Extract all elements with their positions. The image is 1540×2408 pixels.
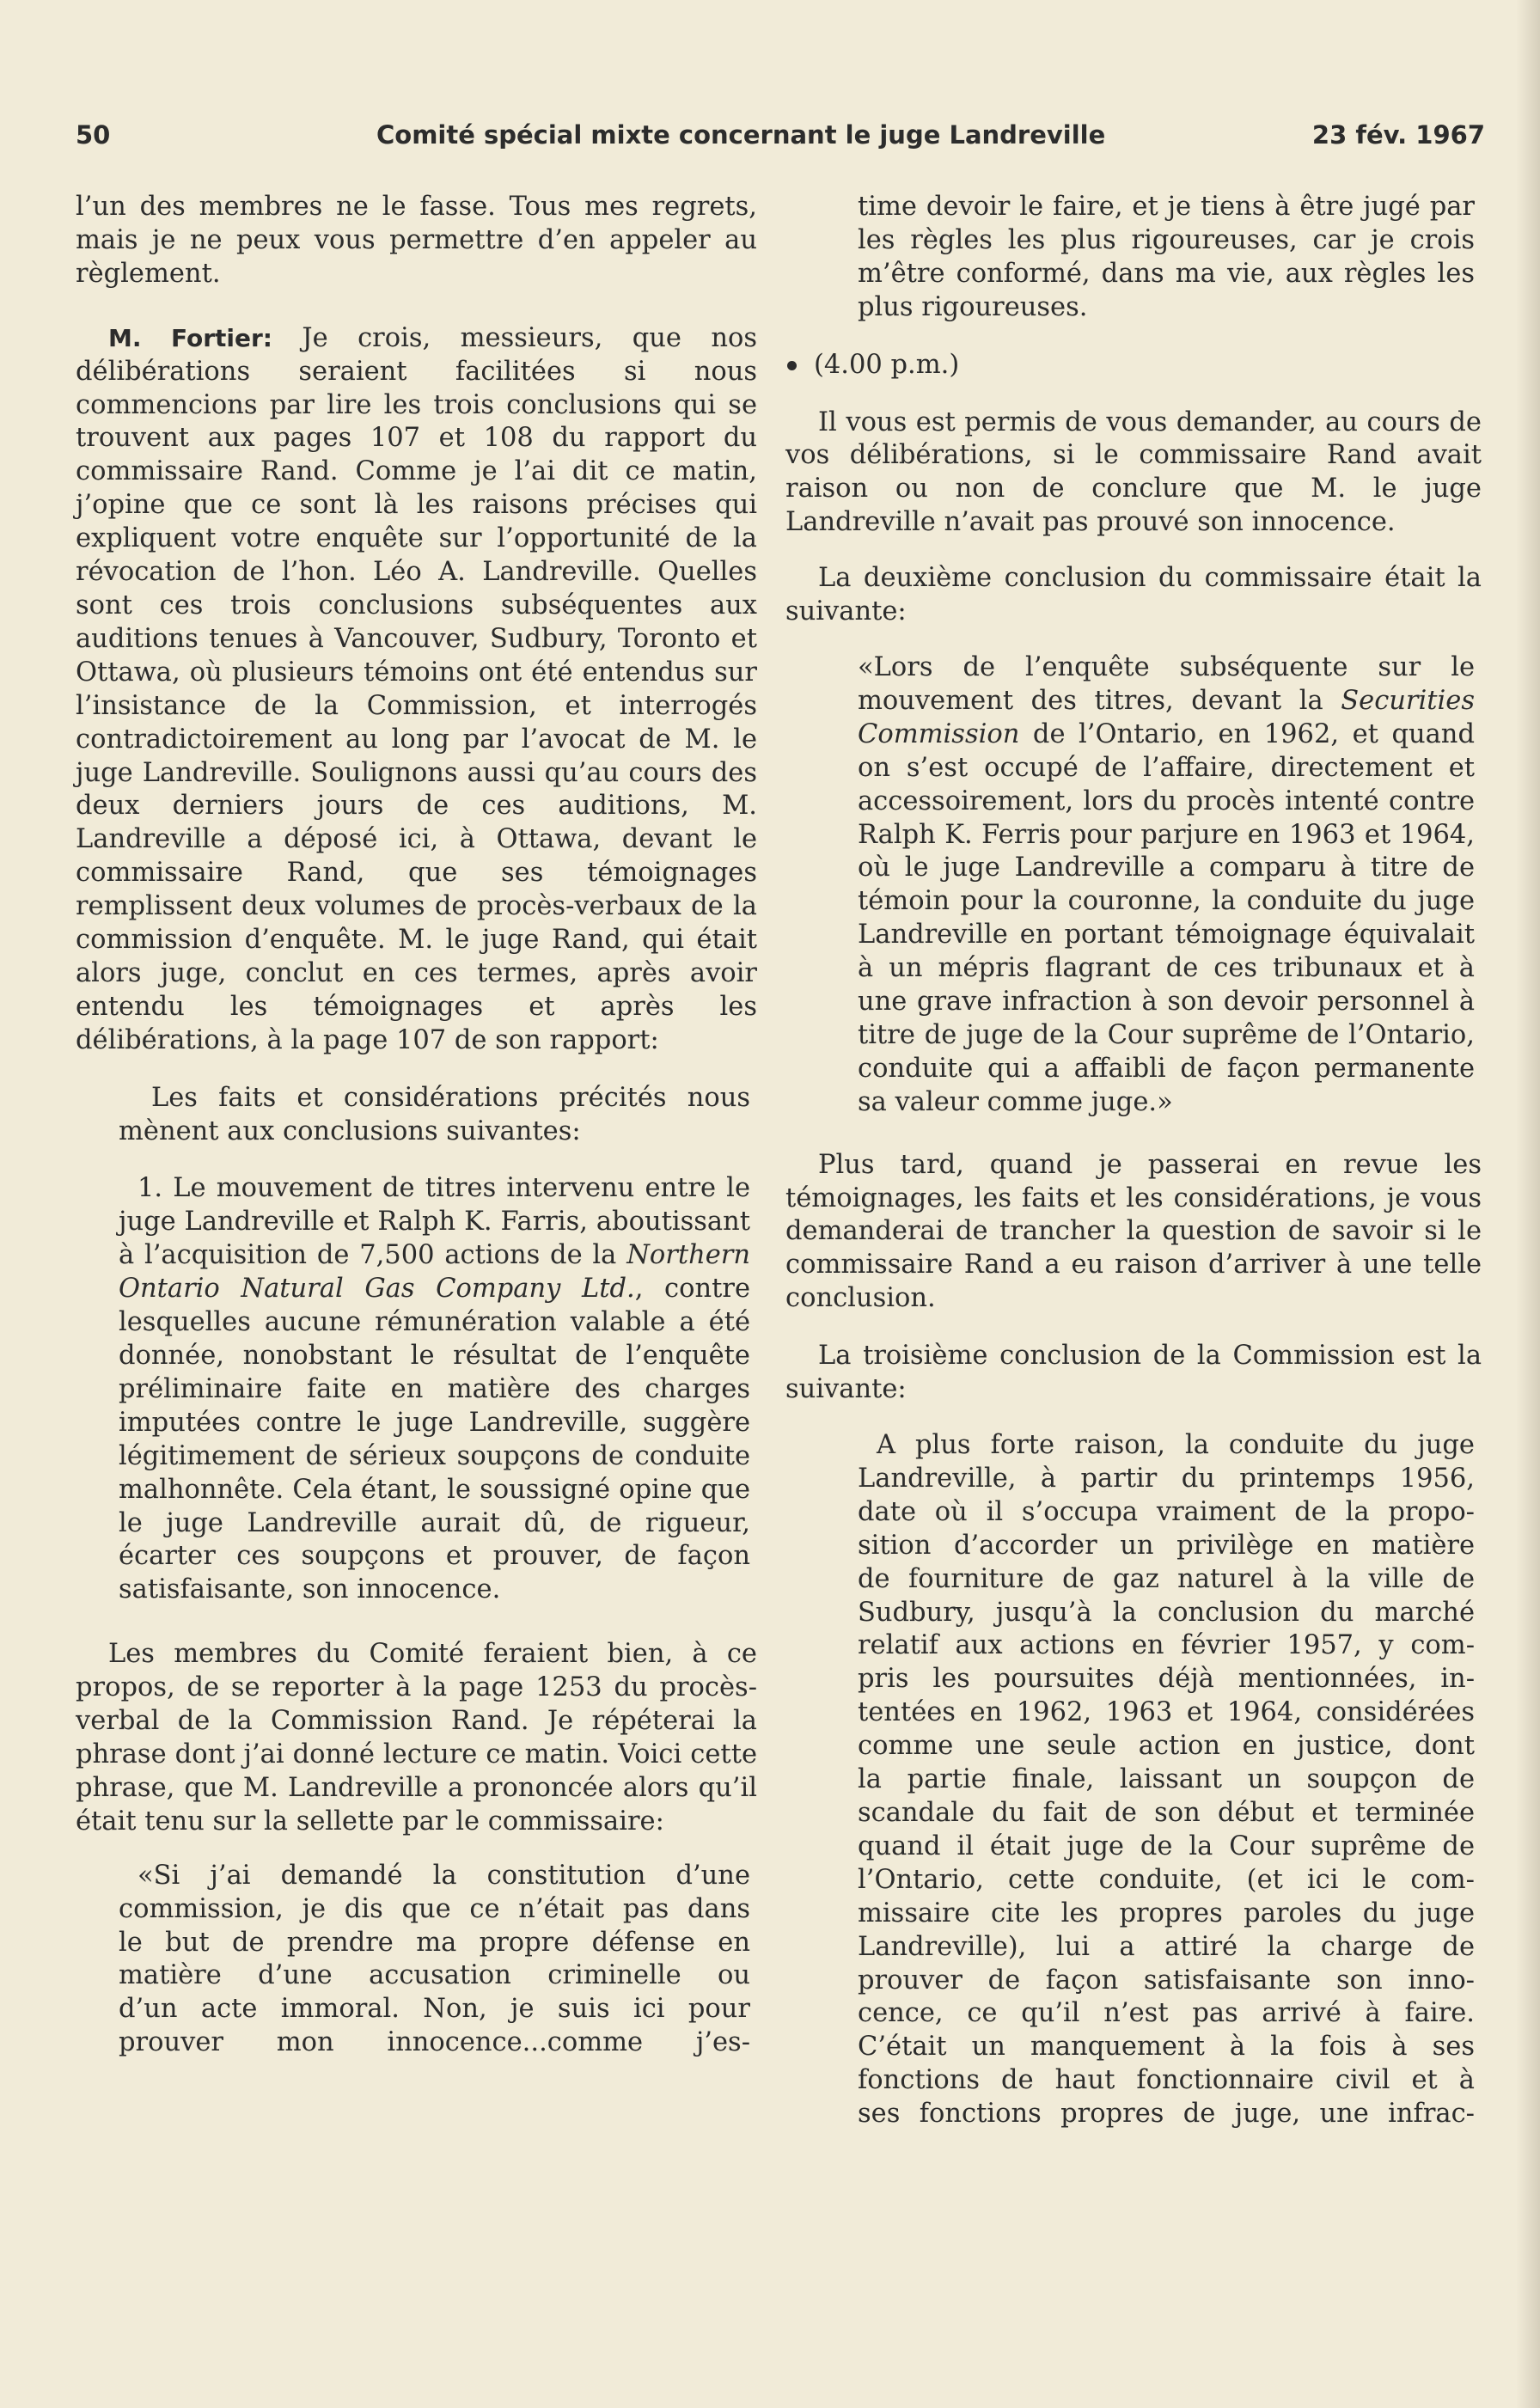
page-edge-shadow (1516, 0, 1540, 2408)
quote-line: l’Ontario, cette conduite, (et ici le com- (858, 1864, 1475, 1895)
quote-line: Sudbury, jusqu’à la conclusion du marché (858, 1597, 1475, 1628)
quote-line: sition d’accorder un privilège en matière (858, 1530, 1475, 1561)
bullet-icon (787, 361, 797, 370)
time-text: (4.00 p.m.) (814, 349, 960, 380)
quoted-conclusion-2 (858, 651, 1475, 1120)
paragraph: Plus tard, quand je passerai en revue les témoignages, les faits et les considérations, je vous demanderai de trancher la question de savoir si le commissaire Rand a eu raison d’arriver à une telle conclusion. (785, 1149, 1482, 1314)
quote-line: quand il était juge de la Cour suprême de (858, 1830, 1475, 1861)
quote-line: Landreville), lui a attiré la charge de (858, 1931, 1475, 1962)
quoted-testimony (119, 1860, 750, 2060)
quote-line: commission, je dis que ce n’était pas dans (119, 1893, 750, 1924)
right-column (785, 191, 1482, 2131)
quote-text: «Lors de l’enquête subséquente sur le mouvement des titres, devant la (858, 651, 1475, 716)
quote-line: relatif aux actions en février 1957, y com- (858, 1630, 1475, 1661)
quote-text: 1. Le mouvement de titres intervenu entre le juge Landreville et Ralph K. Farris, aboutissant à l’acquisition de 7,500 actions de la (119, 1173, 750, 1271)
quoted-intro: Les faits et considérations précités nous mènent aux conclusions suivantes: (119, 1082, 750, 1146)
quote-line: tentées en 1962, 1963 et 1964, considérées (858, 1697, 1475, 1728)
paragraph: La deuxième conclusion du commissaire était la suivante: (785, 563, 1482, 627)
quote-line: A plus forte raison, la conduite du juge (877, 1430, 1475, 1460)
paragraph: La troisième conclusion de la Commission est la suivante: (785, 1341, 1482, 1405)
company-name: Northern Ontario Natural Gas Company Ltd. (119, 1240, 750, 1305)
speech-text: Je crois, messieurs, que nos délibérations seraient facilitées si nous commencions par lire les trois conclusions qui se trouvent aux pages 107 et 108 du rapport du commissaire Rand. Comme je l’ai dit ce matin, j’opine que ce sont là les raisons précises qui expliquent votre enquête sur l’opportunité de la révocation de l’hon. Léo A. Landreville. Quelles sont ces trois conclusions subséquentes aux auditions tenues à Vancouver, Sudbury, Toronto et Ottawa, où plusieurs témoins ont été entendus sur l’insistance de la Commission, et interrogés contradictoirement au long par l’avocat de M. le juge Landreville. Soulignons aussi qu’au cours des deux derniers jours de ces auditions, M. Landreville a déposé ici, à Ottawa, devant le commissaire Rand, que ses témoignages remplissent deux volumes de procès-verbaux de la commission d’enquête. M. le juge Rand, qui était alors juge, conclut en ces termes, après avoir entendu les témoignages et après les délibérations, à la page 107 de son rapport: (76, 322, 757, 1055)
paragraph: l’un des membres ne le fasse. Tous mes regrets, mais je ne peux vous permettre d’en appeler au règlement. (76, 192, 757, 289)
running-header (76, 120, 1485, 172)
quote-line: scandale du fait de son début et terminée (858, 1797, 1475, 1828)
quote-line: C’était un manquement à la fois à ses (858, 2032, 1475, 2063)
paragraph-fortier (76, 322, 757, 1058)
header-date: 23 fév. 1967 (1311, 120, 1485, 150)
quoted-conclusion-3 (858, 1429, 1475, 2131)
quote-line: fonctions de haut fonctionnaire civil et à (858, 2065, 1475, 2096)
quoted-testimony-continued: time devoir le faire, et je tiens à être jugé par les règles les plus rigoureuses, car je crois m’être conformé, dans ma vie, aux règles les plus rigoureuses. (858, 192, 1475, 322)
paragraph: Les membres du Comité feraient bien, à ce propos, de se reporter à la page 1253 du procès-verbal de la Commission Rand. Je répéterai la phrase dont j’ai donné lecture ce matin. Voici cette phrase, que M. Landreville a prononcée alors qu’il était tenu sur la sellette par le commissaire: (76, 1639, 757, 1837)
quote-line: prouver de façon satisfaisante son inno- (858, 1965, 1475, 1995)
quote-line: d’un acte immoral. Non, je suis ici pour (119, 1994, 750, 2025)
quote-line: missaire cite les propres paroles du juge (858, 1898, 1475, 1928)
quote-line: Landreville, à partir du printemps 1956, (858, 1463, 1475, 1494)
commission-name: Securities Commission (858, 685, 1475, 749)
quote-line: prouver mon innocence...comme j’es- (119, 2027, 750, 2058)
quote-line: comme une seule action en justice, dont (858, 1731, 1475, 1762)
quote-line: matière d’une accusation criminelle ou (119, 1960, 750, 1991)
running-title: Comité spécial mixte concernant le juge Landreville (376, 120, 1106, 150)
quote-text: , contre lesquelles aucune rémunération valable a été donnée, nonobstant le résultat de l’enquête préliminaire faite en matière des charges imputées contre le juge Landreville, suggère légitimement de sérieux soupçons de conduite malhonnête. Cela étant, le soussigné opine que le juge Landreville aurait dû, de rigueur, écarter ces soupçons et prouver, de façon satisfaisante, son innocence. (119, 1274, 750, 1605)
quote-line: cence, ce qu’il n’est pas arrivé à faire. (858, 1998, 1475, 2029)
left-column (76, 191, 757, 2060)
quote-line: «Si j’ai demandé la constitution d’une (138, 1860, 750, 1891)
quote-line: pris les poursuites déjà mentionnées, in- (858, 1664, 1475, 1695)
quote-line: de fourniture de gaz naturel à la ville de (858, 1563, 1475, 1594)
time-stamp (785, 349, 1482, 382)
quote-line: date où il s’occupa vraiment de la propo- (858, 1496, 1475, 1527)
speaker-name: M. Fortier: (108, 323, 272, 352)
page-number: 50 (76, 120, 111, 150)
quote-line: le but de prendre ma propre défense en (119, 1927, 750, 1958)
paragraph: Il vous est permis de vous demander, au cours de vos délibérations, si le commissaire Rand avait raison ou non de conclure que M. le juge Landreville n’avait pas prouvé son innocence. (785, 406, 1482, 538)
quoted-conclusion-1 (119, 1172, 750, 1607)
quote-text: de l’Ontario, en 1962, et quand on s’est occupé de l’affaire, directement et accessoirement, lors du procès intenté contre Ralph K. Ferris pour parjure en 1963 et 1964, où le juge Landreville a comparu à titre de témoin pour la couronne, la conduite du juge Landreville en portant témoignage équivalait à un mépris flagrant de ces tribunaux et à une grave infraction à son devoir personnel à titre de juge de la Cour suprême de l’Ontario, conduite qui a affaibli de façon permanente sa valeur comme juge.» (858, 718, 1475, 1117)
quote-line: la partie finale, laissant un soupçon de (858, 1764, 1475, 1795)
quote-line: ses fonctions propres de juge, une infrac- (858, 2099, 1475, 2130)
